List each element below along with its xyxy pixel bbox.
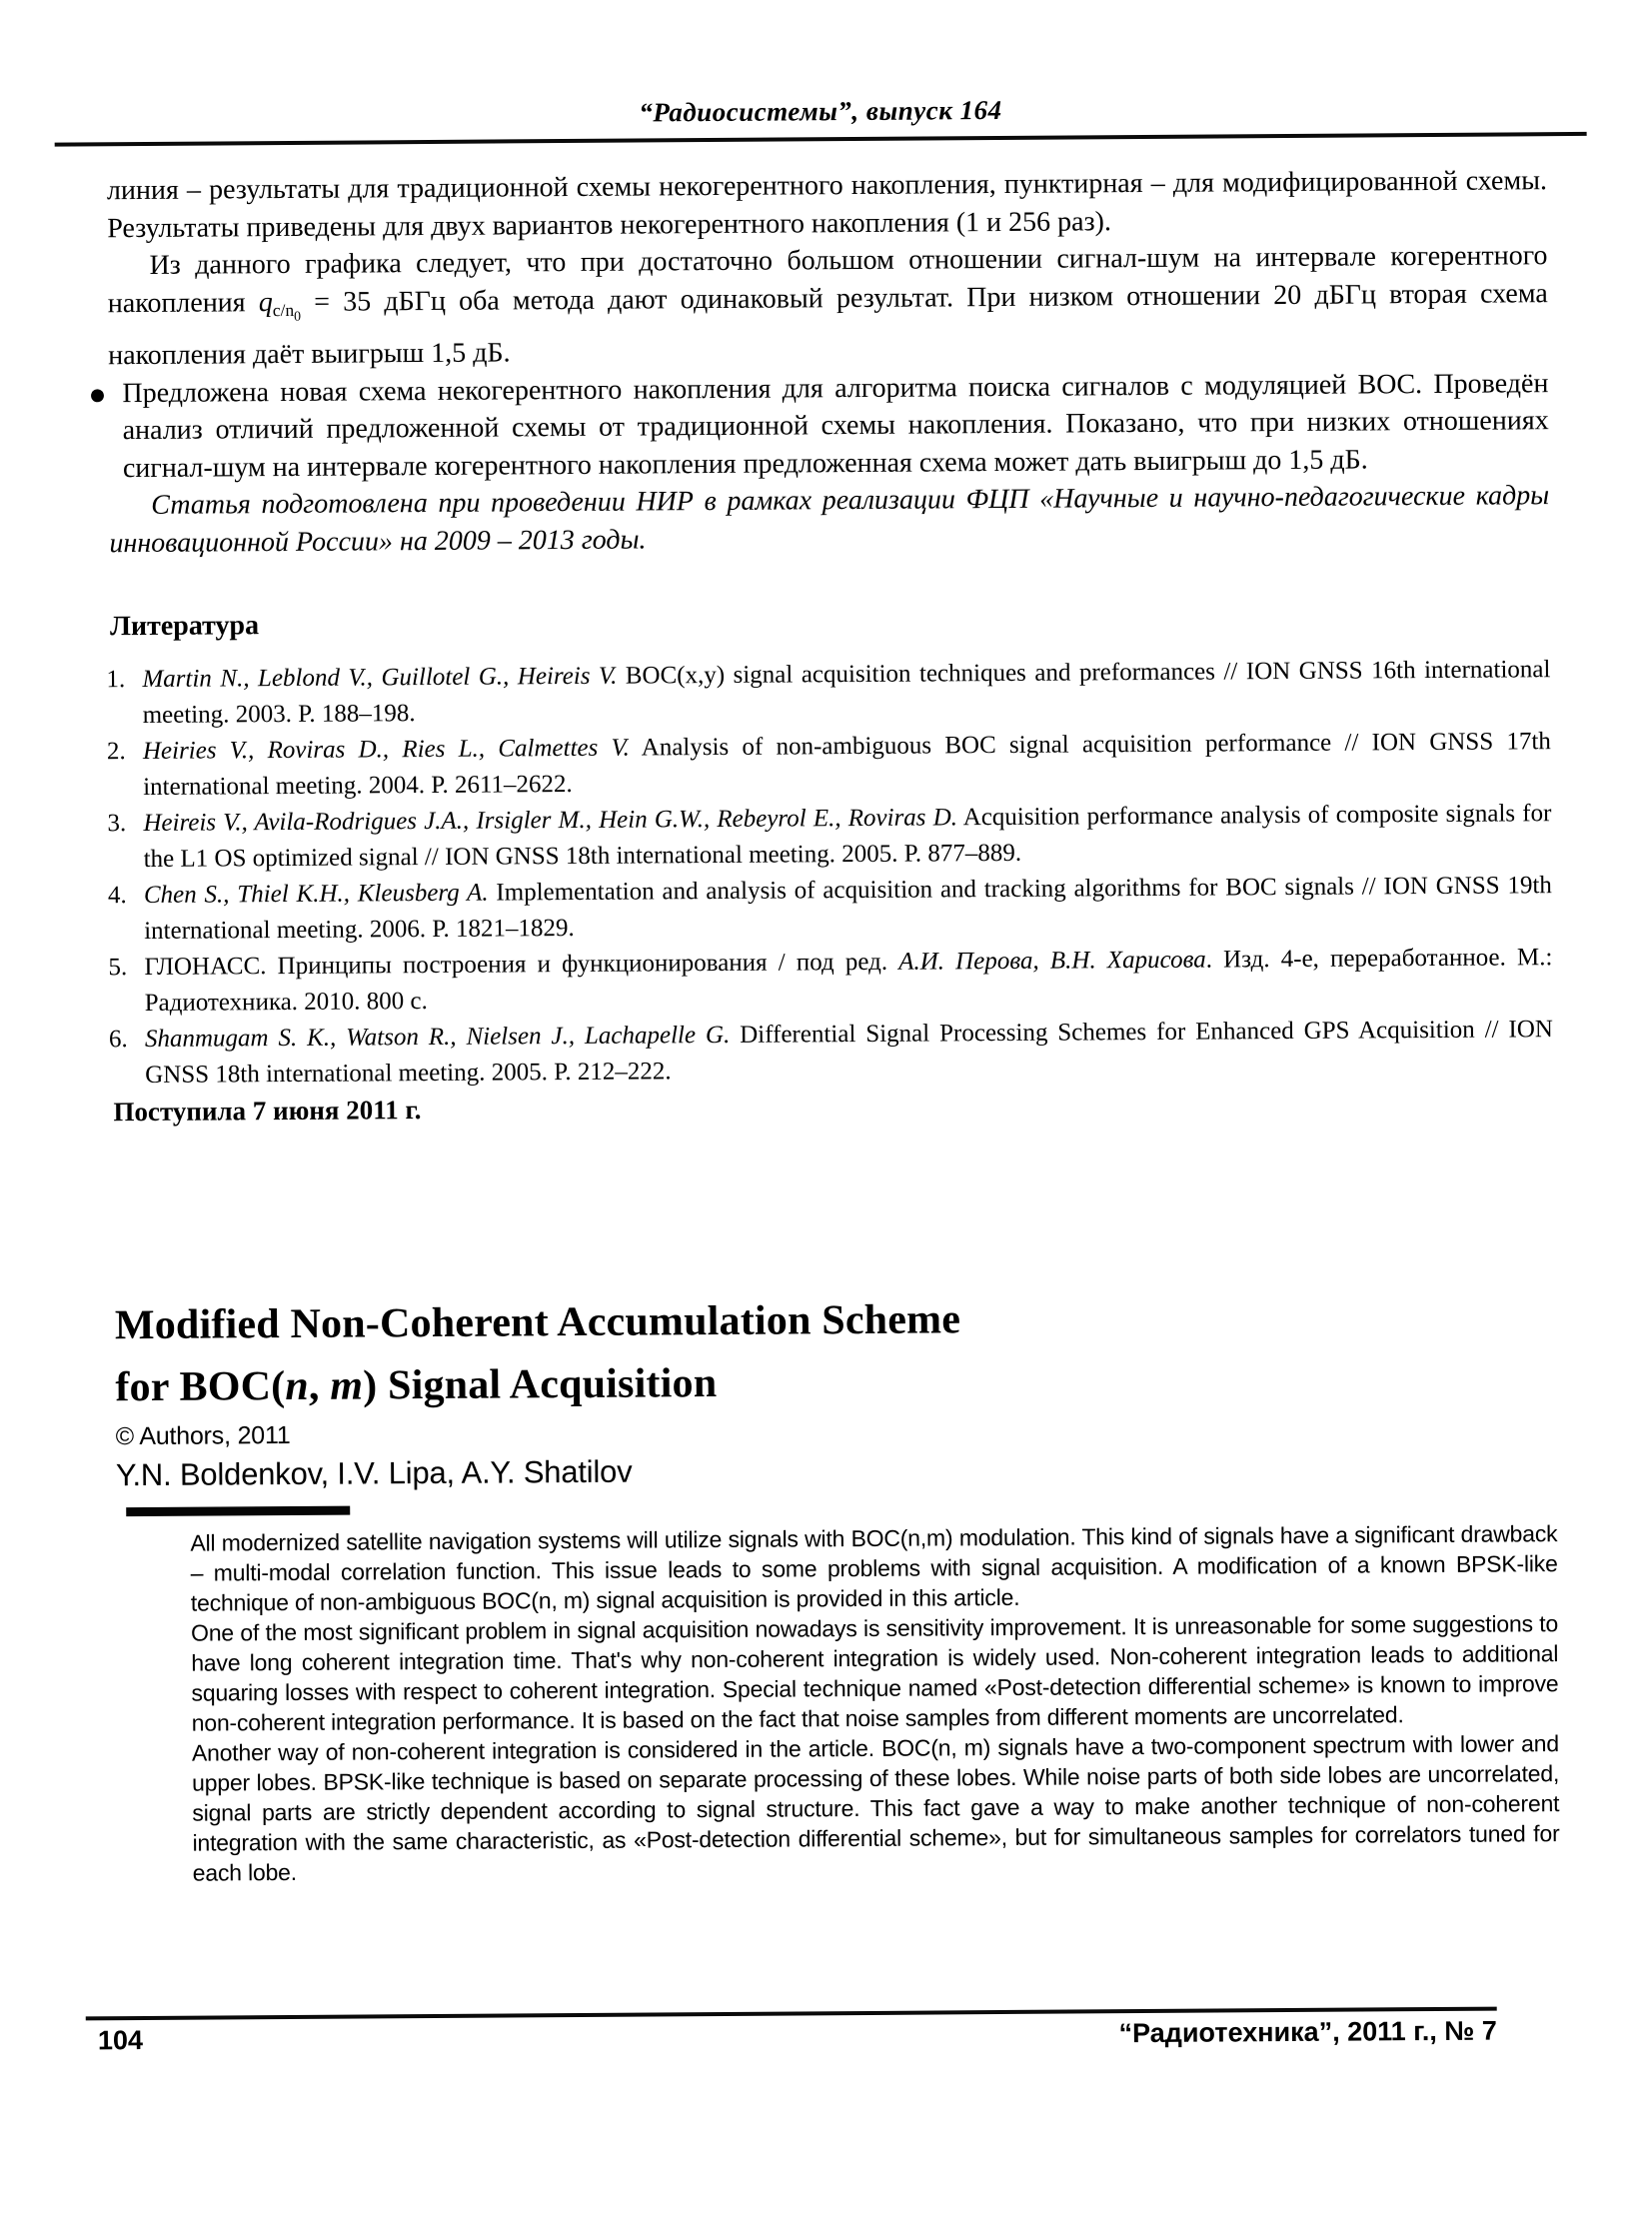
ref-number: 3. (107, 809, 127, 837)
received-date: Поступила 7 июня 2011 г. (113, 1094, 422, 1126)
bullet-item (88, 365, 1549, 488)
page-footer (86, 2007, 1497, 2057)
ref-authors: Chen S., Thiel K.H., Kleusberg A. (143, 879, 489, 909)
bullet-text: Предложена новая схема некогерентного накопления для алгоритма поиска сигналов с модуляцией BOC. Проведён анализ отличий предложенной схемы от традиционной схемы накопления. Показано, что при низких отношениях сигнал-шум на интервале когерентного накопления предложенная схема может дать выигрыш до 1,5 дБ. (122, 367, 1549, 484)
funding-note: Статья подготовлена при проведении НИР в рамках реализации ФЦП «Научные и научно-педагогические кадры инновационной России» на 2009 – 2013 годы. (109, 480, 1550, 559)
abstract-paragraph-2: One of the most significant problem in signal acquisition nowadays is sensitivity improvement. It is unreasonable for some suggestions to have long coherent integration time. That's why non-coherent integration is widely used. Non-coherent integration leads to additional squaring losses with respect to coherent integration. Special technique named «Post-detection differential scheme» is known to improve non-coherent integration performance. It is based on the fact that noise samples from different moments are uncorrelated. (190, 1610, 1559, 1736)
ref-authors: Heiries V., Roviras D., Ries L., Calmettes V. (142, 734, 630, 765)
footer-row (86, 2016, 1497, 2057)
graph-analysis-pre: Из данного графика следует, что при достаточно большом отношении сигнал-шум на интервале когерентного накопления (107, 240, 1548, 319)
ref-text: Analysis of non-ambiguous BOC signal acquisition performance // ION GNSS 17th international meeting. 2004. P. 2611–2622. (143, 727, 1551, 801)
ref-text: Differential Signal Processing Schemes for Enhanced GPS Acquisition // ION GNSS 18th international meeting. 2005. P. 212–222. (145, 1015, 1553, 1089)
formula-subscript: c/n0 (272, 300, 302, 325)
ref-text: BOC(x,y) signal acquisition techniques and preformances // ION GNSS 16th international meeting. 2003. P. 188–198. (142, 655, 1551, 729)
ref-text: . Изд. 4-е, переработанное. М.: Радиотехника. 2010. 800 с. (144, 943, 1553, 1017)
page-number: 104 (97, 2025, 144, 2056)
bullet-icon: ● (88, 377, 107, 411)
ref-number: 6. (108, 1025, 128, 1053)
abstract-paragraph-1: All modernized satellite navigation systems will utilize signals with BOC(n,m) modulation. This kind of signals have a significant drawback – multi-modal correlation function. This issue leads to some problems with signal acquisition. A modification of a known BPSK-like technique of non-ambiguous BOC(n, m) signal acquisition is provided in this article. (190, 1520, 1558, 1616)
page-header (0, 0, 1647, 133)
reference-item (109, 1012, 1553, 1094)
formula-rhs: = 35 (300, 285, 385, 318)
title-var-n: n (285, 1362, 310, 1410)
reference-item (107, 796, 1551, 878)
abstract-paragraph-3: Another way of non-coherent integration is considered in the article. BOC(n, m) signals have a two-component spectrum with lower and upper lobes. BPSK-like technique is based on separate processing of these lobes. While noise parts of both side lobes are uncorrelated, signal parts are strictly dependent according to signal structure. This fact gave a way to make another technique of non-coherent integration with the same characteristic, as «Post-detection differential scheme», but for simultaneous samples for correlators tuned for each lobe. (191, 1730, 1560, 1886)
header-divider (55, 132, 1587, 147)
ref-number: 2. (106, 737, 126, 765)
formula-subsubscript: 0 (294, 309, 302, 325)
header-journal-title: “Радиосистемы”, выпуск 164 (639, 94, 1002, 128)
russian-body (88, 162, 1560, 1888)
article-title-english (115, 1284, 1556, 1418)
reference-item (108, 868, 1552, 950)
footer-journal-ref: “Радиотехника”, 2011 г., № 7 (1118, 2015, 1497, 2049)
copyright-line: © Authors, 2011 (115, 1421, 291, 1451)
ref-number: 5. (108, 953, 128, 981)
paragraph-continuation: линия – результаты для традиционной схемы некогерентного накопления, пунктирная – для модифицированной схемы. Результаты приведены для двух вариантов некогерентного накопления (1 и 256 раз). (106, 165, 1548, 244)
references-heading: Литература (109, 610, 260, 643)
ref-number: 1. (106, 665, 126, 693)
authors-line: Y.N. Boldenkov, I.V. Lipa, A.Y. Shatilov (115, 1453, 633, 1492)
reference-item (107, 724, 1551, 806)
formula-variable: q (258, 286, 273, 318)
ref-text: Implementation and analysis of acquisition and tracking algorithms for BOC signals // ION GNSS 19th international meeting. 2006. P. 1821–1829. (144, 871, 1552, 945)
reference-item (106, 652, 1550, 734)
ref-authors: Shanmugam S. K., Watson R., Nielsen J., Lachapelle G. (144, 1021, 731, 1053)
reference-list (106, 652, 1553, 1094)
title-line-2: for BOC(n, m) Signal Acquisition (115, 1360, 718, 1411)
ref-pre: ГЛОНАСС. Принципы построения и функционирования / под ред. (144, 948, 899, 981)
ref-authors: Heireis V., Avila-Rodrigues J.A., Irsigler M., Hein G.W., Rebeyrol E., Roviras D. (143, 803, 958, 837)
ref-authors: Martin N., Leblond V., Guillotel G., Heireis V. (142, 662, 618, 693)
ref-authors: А.И. Перова, В.Н. Харисова (898, 946, 1206, 976)
ref-number: 4. (107, 881, 127, 909)
reference-item (108, 940, 1552, 1022)
title-var-m: m (330, 1362, 364, 1409)
paragraph-graph-analysis (107, 237, 1548, 375)
authors-divider (126, 1506, 350, 1517)
title-line-1: Modified Non-Coherent Accumulation Scheme (114, 1296, 961, 1349)
formula-q-cn0 (258, 285, 385, 325)
english-abstract (190, 1518, 1559, 1888)
graph-analysis-post: дБГц оба метода дают одинаковый результат. При низком отношении 20 дБГц вторая схема накопления даёт выигрыш 1,5 дБ. (108, 277, 1548, 372)
ref-text: Acquisition performance analysis of composite signals for the L1 OS optimized signal // ION GNSS 18th international meeting. 2005. P. 877–889. (143, 799, 1552, 873)
